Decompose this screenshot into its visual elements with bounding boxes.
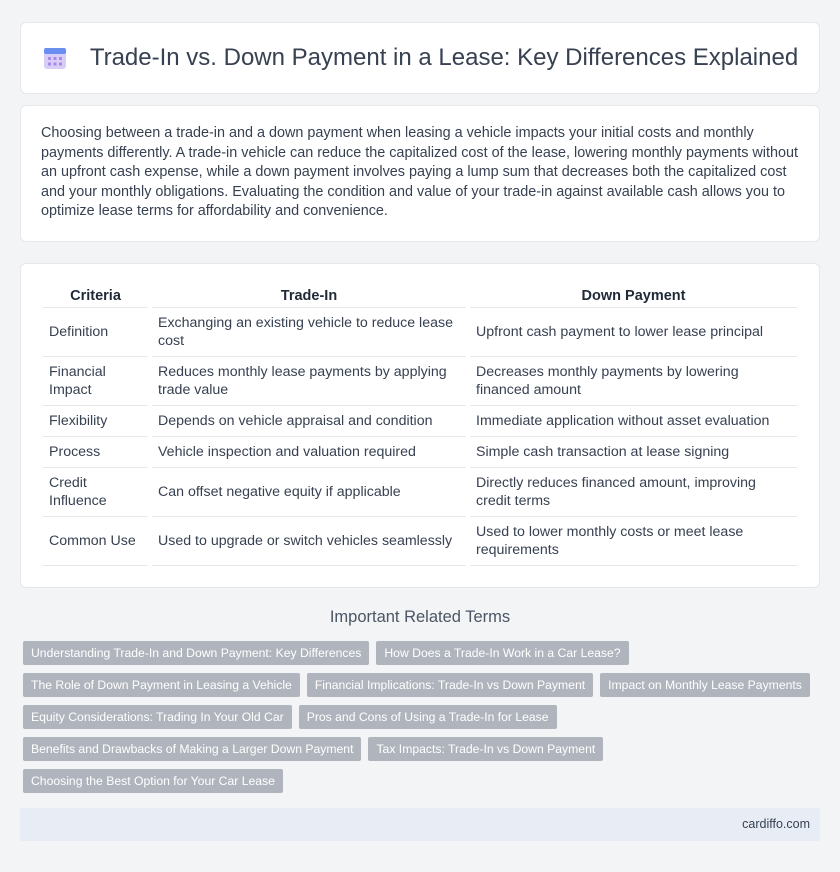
related-term-tag[interactable]: Choosing the Best Option for Your Car Lease — [23, 769, 283, 793]
related-term-tag[interactable]: Tax Impacts: Trade-In vs Down Payment — [368, 737, 603, 761]
cell-down-payment: Simple cash transaction at lease signing — [470, 437, 797, 468]
related-term-tag[interactable]: How Does a Trade-In Work in a Car Lease? — [376, 641, 628, 665]
calendar-icon — [42, 45, 68, 71]
header-down-payment: Down Payment — [470, 282, 797, 308]
header-criteria: Criteria — [43, 282, 148, 308]
table-row — [43, 308, 797, 357]
related-term-tag[interactable]: Equity Considerations: Trading In Your Old Car — [23, 705, 292, 729]
cell-trade-in: Exchanging an existing vehicle to reduce lease cost — [152, 308, 466, 357]
table-row — [43, 406, 797, 437]
table-row — [43, 437, 797, 468]
related-terms-title: Important Related Terms — [329, 608, 511, 626]
related-term-tag[interactable]: Financial Implications: Trade-In vs Down Payment — [307, 673, 593, 697]
cell-trade-in: Can offset negative equity if applicable — [152, 468, 466, 517]
cell-trade-in: Depends on vehicle appraisal and condition — [152, 406, 466, 437]
cell-trade-in: Vehicle inspection and valuation required — [152, 437, 466, 468]
related-term-tag[interactable]: Impact on Monthly Lease Payments — [600, 673, 810, 697]
intro-card — [20, 105, 820, 242]
page-title: Trade-In vs. Down Payment in a Lease: Key Differences Explained — [89, 44, 799, 71]
cell-trade-in: Reduces monthly lease payments by applying trade value — [152, 357, 466, 406]
related-term-tag[interactable]: Understanding Trade-In and Down Payment: Key Differences — [23, 641, 369, 665]
footer — [20, 808, 820, 841]
header-card — [20, 22, 820, 94]
cell-criteria: Common Use — [43, 517, 148, 566]
cell-criteria: Flexibility — [43, 406, 148, 437]
footer-site-link[interactable]: cardiffo.com — [742, 817, 810, 831]
cell-down-payment: Immediate application without asset evaluation — [470, 406, 797, 437]
cell-criteria: Definition — [43, 308, 148, 357]
intro-paragraph: Choosing between a trade-in and a down payment when leasing a vehicle impacts your initial costs and monthly payments differently. A trade-in vehicle can reduce the capitalized cost of the lease, lowering monthly payments without an upfront cash expense, while a down payment involves paying a lump sum that decreases both the capitalized cost and your monthly obligations. Evaluating the condition and value of your trade-in against available cash allows you to optimize lease terms for affordability and convenience. — [41, 125, 798, 219]
cell-down-payment: Directly reduces financed amount, improving credit terms — [470, 468, 797, 517]
cell-criteria: Credit Influence — [43, 468, 148, 517]
cell-down-payment: Decreases monthly payments by lowering financed amount — [470, 357, 797, 406]
comparison-table-card — [20, 263, 820, 588]
header-trade-in: Trade-In — [152, 282, 466, 308]
cell-criteria: Financial Impact — [43, 357, 148, 406]
cell-criteria: Process — [43, 437, 148, 468]
related-terms-tags — [23, 641, 823, 801]
related-term-tag[interactable]: Benefits and Drawbacks of Making a Larger Down Payment — [23, 737, 361, 761]
cell-down-payment: Used to lower monthly costs or meet lease requirements — [470, 517, 797, 566]
cell-down-payment: Upfront cash payment to lower lease principal — [470, 308, 797, 357]
table-row — [43, 517, 797, 566]
comparison-table — [39, 282, 801, 566]
table-row — [43, 357, 797, 406]
related-term-tag[interactable]: The Role of Down Payment in Leasing a Vehicle — [23, 673, 300, 697]
cell-trade-in: Used to upgrade or switch vehicles seamlessly — [152, 517, 466, 566]
table-row — [43, 468, 797, 517]
related-term-tag[interactable]: Pros and Cons of Using a Trade-In for Lease — [299, 705, 557, 729]
